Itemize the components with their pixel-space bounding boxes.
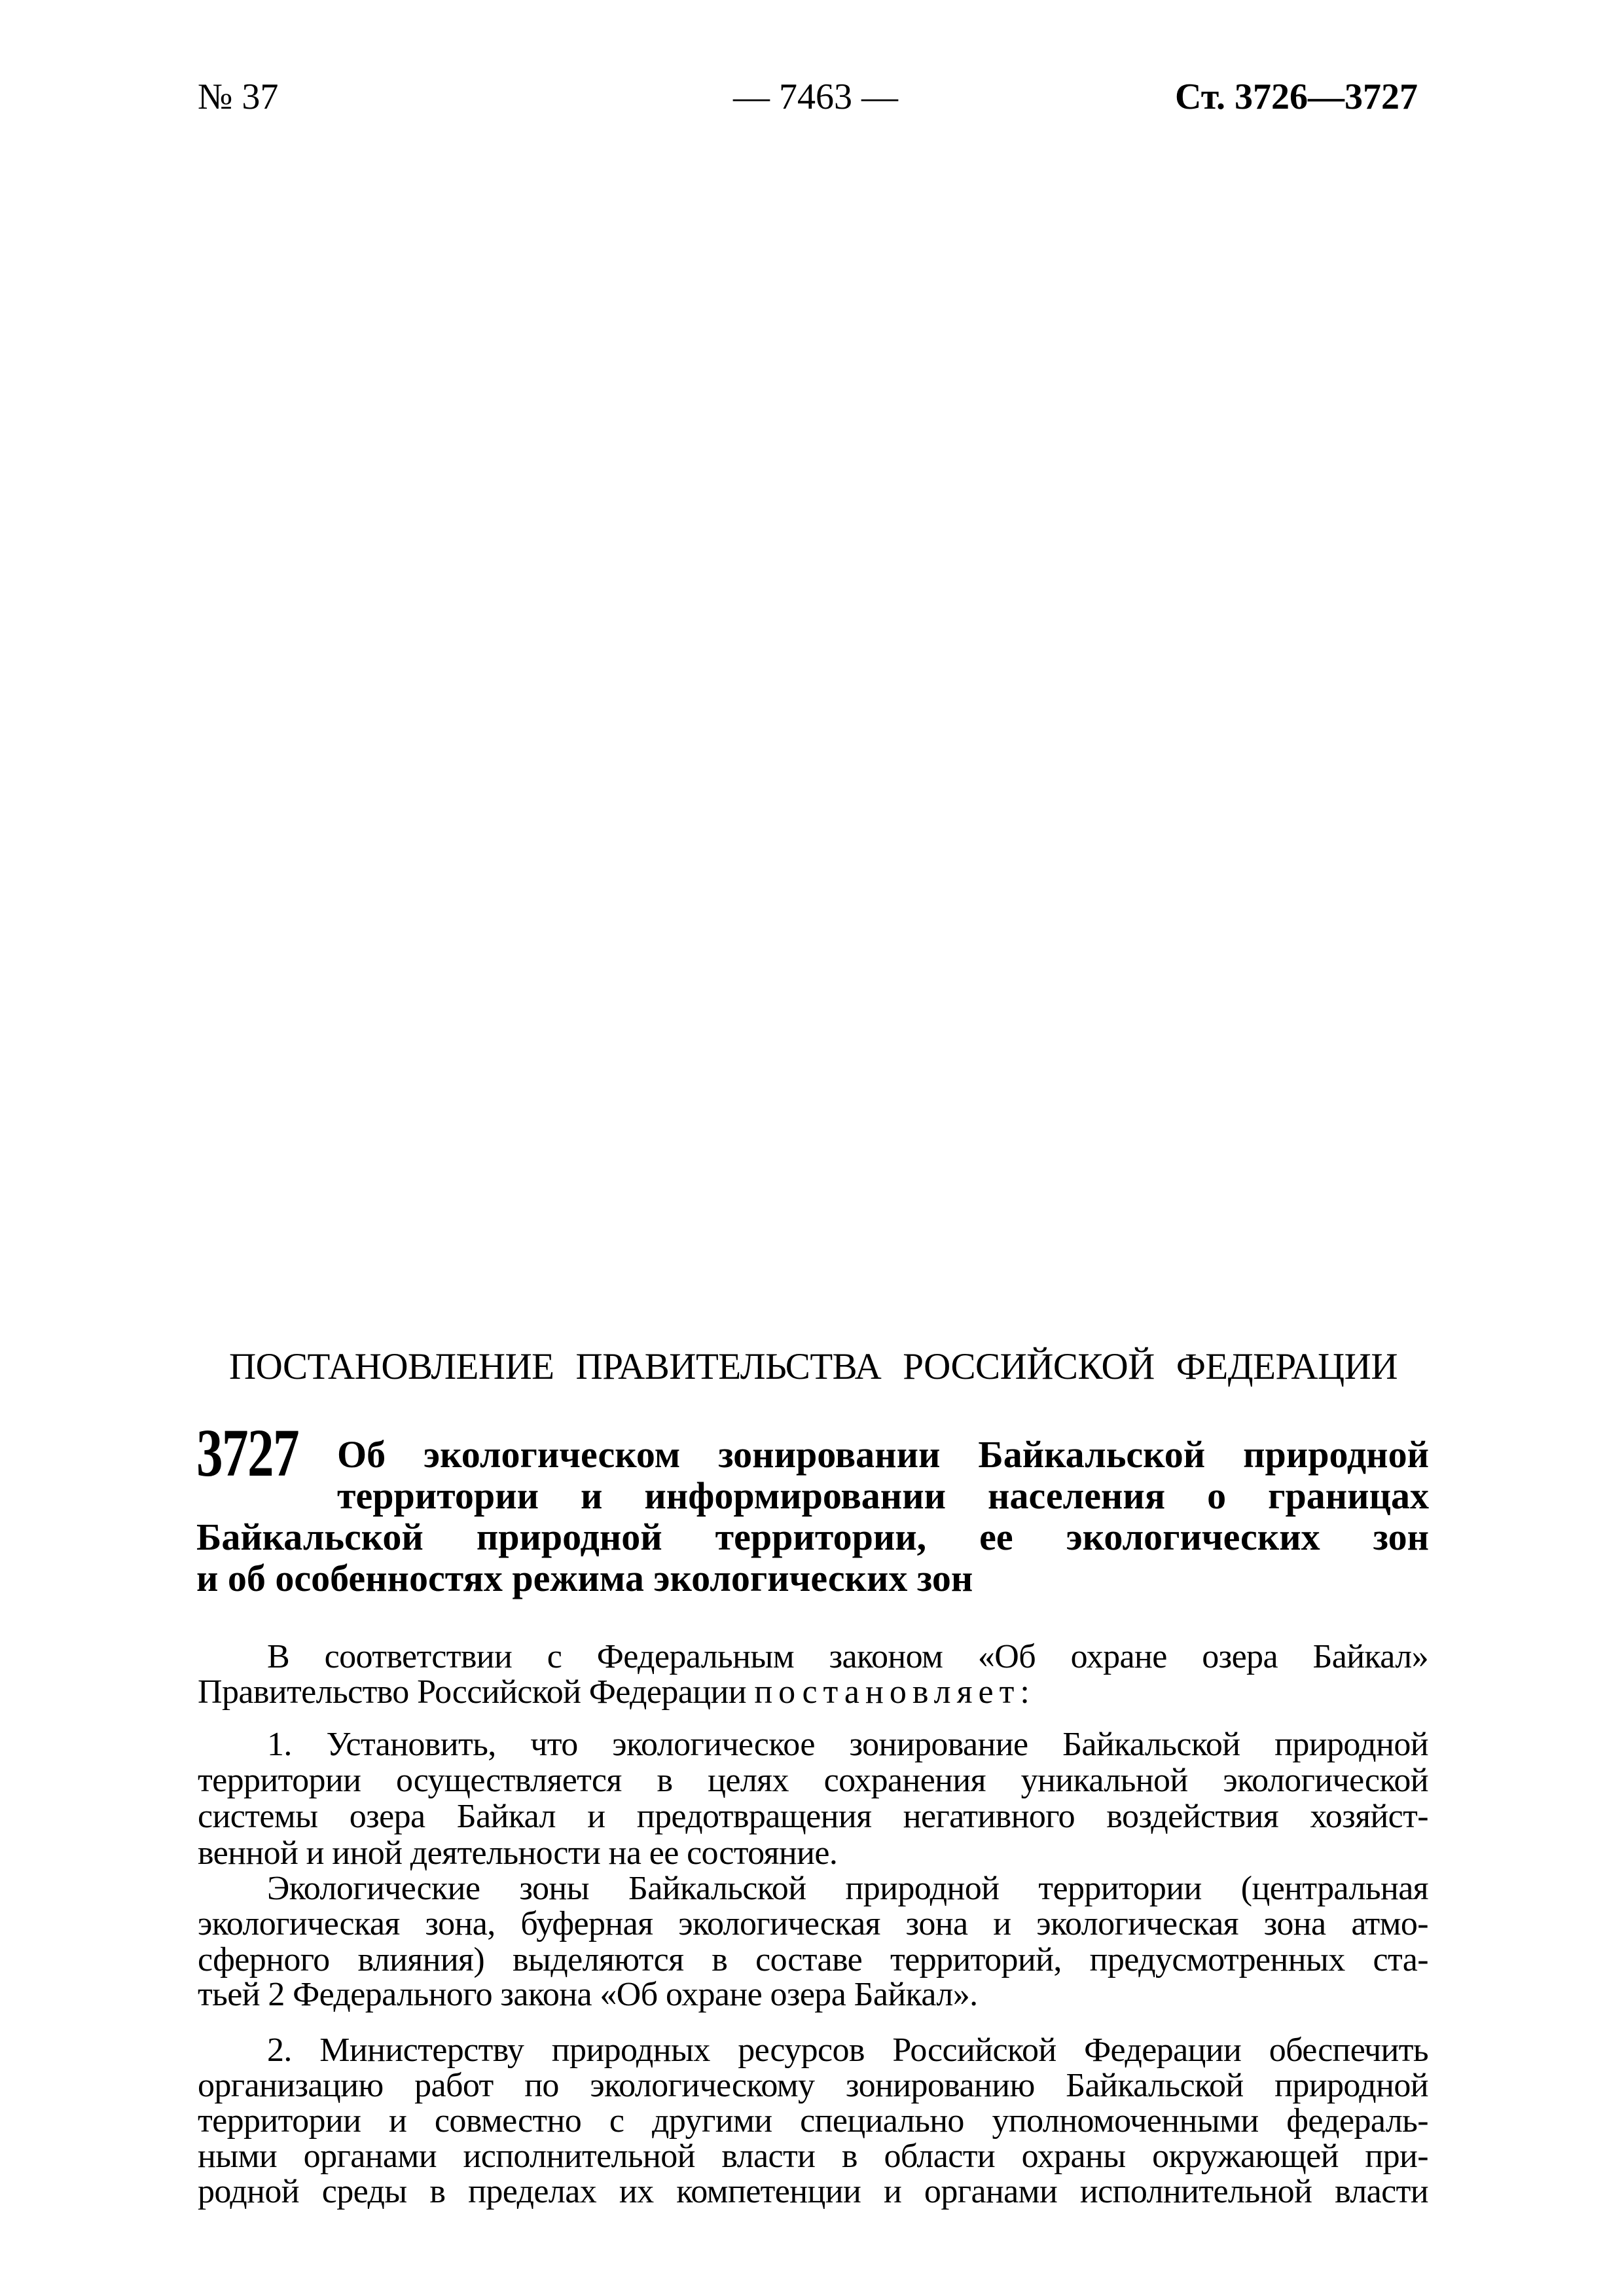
paragraph-line: экологическая зона, буферная экологическая зона и экологическая зона атмо- bbox=[198, 1905, 1428, 1942]
act-title-line: Байкальской природной территории, ее экологических зон bbox=[196, 1516, 1429, 1558]
act-number: 3727 bbox=[196, 1415, 298, 1491]
paragraph-line: территории и совместно с другими специально уполномоченными федераль- bbox=[198, 2102, 1428, 2140]
preamble-colon: : bbox=[1020, 1673, 1030, 1711]
paragraph-line: венной и иной деятельности на ее состояние. bbox=[198, 1834, 838, 1872]
paragraph-line: Экологические зоны Байкальской природной территории (центральная bbox=[267, 1870, 1428, 1907]
paragraph-line: 1. Установить, что экологическое зонирование Байкальской природной bbox=[267, 1726, 1428, 1763]
paragraph-line: родной среды в пределах их компетенции и органами исполнительной власти bbox=[198, 2173, 1428, 2210]
act-title-line: Об экологическом зонировании Байкальской природной bbox=[337, 1433, 1429, 1476]
paragraph-line: территории осуществляется в целях сохранения уникальной экологической bbox=[198, 1762, 1428, 1799]
act-title-line: территории и информировании населения о границах bbox=[337, 1474, 1429, 1517]
preamble-text: Правительство Российской Федерации bbox=[198, 1673, 755, 1711]
preamble-line: В соответствии с Федеральным законом «Об охране озера Байкал» bbox=[267, 1638, 1428, 1675]
preamble-line bbox=[198, 1674, 1029, 1710]
page-number: — 7463 — bbox=[733, 77, 898, 117]
enacting-word: постановляет bbox=[754, 1673, 1020, 1711]
paragraph-line: ными органами исполнительной власти в области охраны окружающей при- bbox=[198, 2138, 1428, 2175]
articles-range: Ст. 3726—3727 bbox=[1175, 77, 1418, 117]
paragraph-line: системы озера Байкал и предотвращения негативного воздействия хозяйст- bbox=[198, 1798, 1428, 1835]
act-type-heading: ПОСТАНОВЛЕНИЕ ПРАВИТЕЛЬСТВА РОССИЙСКОЙ ФЕДЕРАЦИИ bbox=[229, 1346, 1398, 1387]
paragraph-line: сферного влияния) выделяются в составе территорий, предусмотренных ста- bbox=[198, 1941, 1428, 1978]
act-title-line: и об особенностях режима экологических зон bbox=[196, 1557, 973, 1599]
paragraph-line: тьей 2 Федерального закона «Об охране озера Байкал». bbox=[198, 1976, 978, 2013]
paragraph-line: организацию работ по экологическому зонированию Байкальской природной bbox=[198, 2067, 1428, 2104]
paragraph-line: 2. Министерству природных ресурсов Российской Федерации обеспечить bbox=[267, 2032, 1428, 2069]
issue-number: № 37 bbox=[198, 77, 279, 117]
